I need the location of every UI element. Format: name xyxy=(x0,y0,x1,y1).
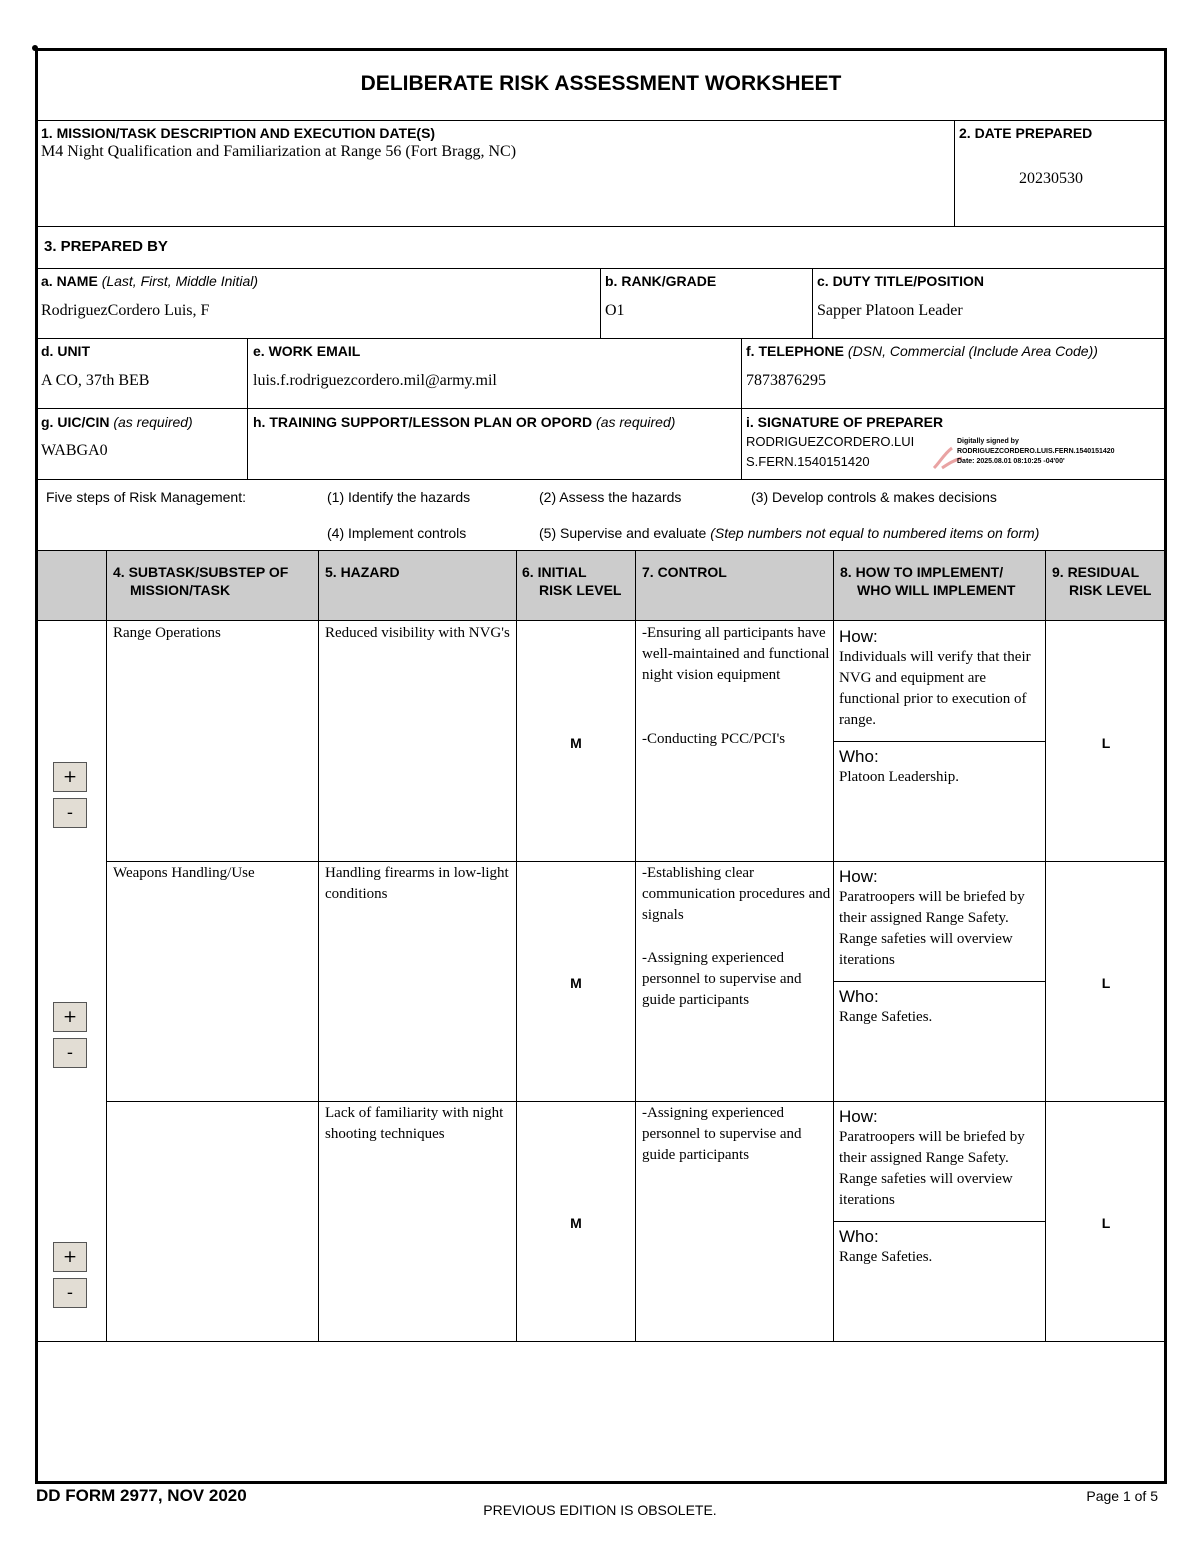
duty-label: c. DUTY TITLE/POSITION xyxy=(817,273,984,289)
row-3-remove-button[interactable]: - xyxy=(53,1278,87,1308)
col-control-header: 7. CONTROL xyxy=(642,564,727,580)
row-2-subtask[interactable]: Weapons Handling/Use xyxy=(113,865,255,881)
col-initial-risk-header: 6. INITIAL RISK LEVEL xyxy=(522,564,622,598)
row-2-control-1[interactable]: -Establishing clear communication procedures and signals xyxy=(642,865,831,923)
row-2-remove-button[interactable]: - xyxy=(53,1038,87,1068)
step-1: (1) Identify the hazards xyxy=(327,489,471,505)
edition-notice: PREVIOUS EDITION IS OBSOLETE. xyxy=(483,1502,717,1518)
name-field[interactable]: RodriguezCordero Luis, F xyxy=(41,302,210,319)
row-1-control-2[interactable]: -Conducting PCC/PCI's xyxy=(642,731,786,747)
signature-name-line1: RODRIGUEZCORDERO.LUI xyxy=(746,434,915,449)
row-1-residual-risk[interactable]: L xyxy=(1101,735,1111,751)
row-1-add-button[interactable]: + xyxy=(53,762,87,792)
row-3-subtask[interactable] xyxy=(113,1103,313,1123)
mission-label: 1. MISSION/TASK DESCRIPTION AND EXECUTION DATE(S) xyxy=(41,125,436,141)
uic-field[interactable]: WABGA0 xyxy=(41,442,108,459)
signature-field[interactable] xyxy=(746,432,1160,476)
training-label: h. TRAINING SUPPORT/LESSON PLAN OR OPORD (as required) xyxy=(253,414,676,430)
form-corner-dot xyxy=(32,45,38,51)
unit-field[interactable]: A CO, 37th BEB xyxy=(41,372,150,389)
row-2-initial-risk[interactable]: M xyxy=(570,975,582,991)
row-3-initial-risk[interactable]: M xyxy=(570,1215,582,1231)
signature-name-line2: S.FERN.1540151420 xyxy=(746,454,870,469)
row-3-add-button[interactable]: + xyxy=(53,1242,87,1272)
row-3-residual-risk[interactable]: L xyxy=(1101,1215,1111,1231)
row-2-how[interactable]: How: Paratroopers will be briefed by their assigned Range Safety. Range safeties will overview iterations xyxy=(839,867,1025,968)
row-1-remove-button[interactable]: - xyxy=(53,798,87,828)
prepared-by-label: 3. PREPARED BY xyxy=(44,238,168,255)
email-label: e. WORK EMAIL xyxy=(253,343,361,359)
row-2-residual-risk[interactable]: L xyxy=(1101,975,1111,991)
unit-label: d. UNIT xyxy=(41,343,90,359)
row-3-how[interactable]: How: Paratroopers will be briefed by their assigned Range Safety. Range safeties will overview iterations xyxy=(839,1107,1025,1208)
page-title: DELIBERATE RISK ASSESSMENT WORKSHEET xyxy=(360,72,842,95)
signature-note-line1: Digitally signed by xyxy=(957,438,1019,445)
step-4: (4) Implement controls xyxy=(327,525,467,541)
signature-note-line3: Date: 2025.08.01 08:10:25 -04'00' xyxy=(957,458,1065,465)
mission-field[interactable]: M4 Night Qualification and Familiarization at Range 56 (Fort Bragg, NC) xyxy=(41,143,517,160)
row-1-subtask[interactable]: Range Operations xyxy=(113,625,221,641)
signature-label: i. SIGNATURE OF PREPARER xyxy=(746,414,944,430)
row-2-control-2[interactable]: -Assigning experienced personnel to supervise and guide participants xyxy=(642,950,802,1008)
signature-note-line2: RODRIGUEZCORDERO.LUIS.FERN.1540151420 xyxy=(957,448,1115,455)
row-1-who[interactable]: Who: Platoon Leadership. xyxy=(839,747,959,785)
steps-intro: Five steps of Risk Management: xyxy=(46,489,246,505)
date-prepared-field[interactable]: 20230530 xyxy=(1019,170,1083,187)
phone-label: f. TELEPHONE (DSN, Commercial (Include Area Code)) xyxy=(746,343,1098,359)
row-1-hazard[interactable]: Reduced visibility with NVG's xyxy=(325,625,510,641)
row-3-who[interactable]: Who: Range Safeties. xyxy=(839,1227,933,1265)
row-3-control-1[interactable]: -Assigning experienced personnel to supervise and guide participants xyxy=(642,1105,802,1163)
col-hazard-header: 5. HAZARD xyxy=(325,564,400,580)
step-3: (3) Develop controls & makes decisions xyxy=(751,489,997,505)
row-1-how[interactable]: How: Individuals will verify that their NVG and equipment are functional prior to execution of range. xyxy=(839,627,1031,728)
row-2-hazard[interactable]: Handling firearms in low-light conditions xyxy=(325,865,509,902)
uic-label: g. UIC/CIN (as required) xyxy=(41,414,193,430)
training-field[interactable] xyxy=(253,432,735,476)
row-1-control-1[interactable]: -Ensuring all participants have well-maintained and functional night vision equipment xyxy=(642,625,830,683)
row-1-initial-risk[interactable]: M xyxy=(570,735,582,751)
phone-field[interactable]: 7873876295 xyxy=(746,372,826,389)
rank-label: b. RANK/GRADE xyxy=(605,273,717,289)
rank-field[interactable]: O1 xyxy=(605,302,625,319)
date-prepared-label: 2. DATE PREPARED xyxy=(959,125,1093,141)
duty-field[interactable]: Sapper Platoon Leader xyxy=(817,302,963,319)
step-2: (2) Assess the hazards xyxy=(539,489,682,505)
page-number: Page 1 of 5 xyxy=(1086,1488,1158,1504)
name-label: a. NAME (Last, First, Middle Initial) xyxy=(41,273,259,289)
form-number: DD FORM 2977, NOV 2020 xyxy=(36,1486,247,1505)
col-subtask-header: 4. SUBTASK/SUBSTEP OF MISSION/TASK xyxy=(113,564,289,598)
col-how-who-header: 8. HOW TO IMPLEMENT/ WHO WILL IMPLEMENT xyxy=(840,564,1016,598)
step-5: (5) Supervise and evaluate (Step numbers not equal to numbered items on form) xyxy=(539,525,1040,541)
row-2-who[interactable]: Who: Range Safeties. xyxy=(839,987,933,1025)
email-field[interactable]: luis.f.rodriguezcordero.mil@army.mil xyxy=(253,372,497,389)
col-residual-risk-header: 9. RESIDUAL RISK LEVEL xyxy=(1052,564,1152,598)
row-3-hazard[interactable]: Lack of familiarity with night shooting techniques xyxy=(325,1105,504,1142)
row-2-add-button[interactable]: + xyxy=(53,1002,87,1032)
